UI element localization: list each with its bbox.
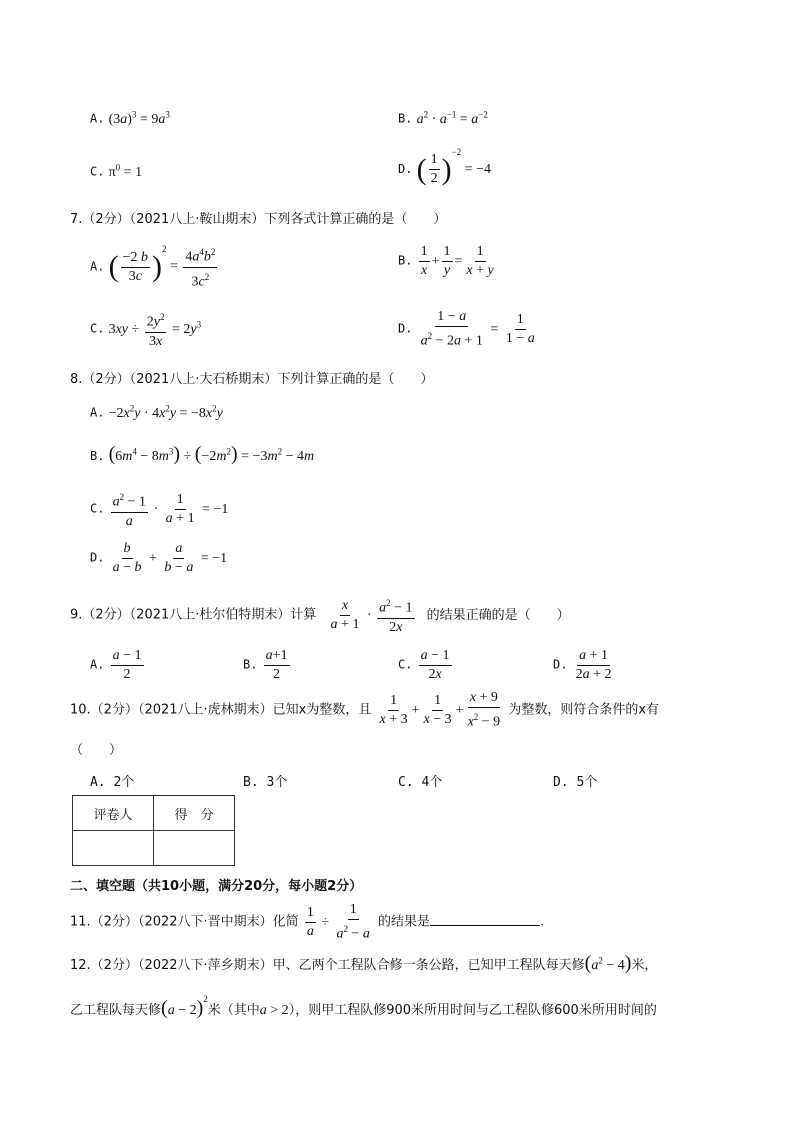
q7-option-b: B. $\frac{1}{x}$ + $\frac{1}{y}$ = $\frac{1}{x + y}$ — [398, 244, 494, 278]
q10-option-a: A. 2个 — [90, 775, 135, 790]
q9-option-a: A. $\frac{a - 1}{2}$ — [90, 648, 142, 682]
score-table-grader-cell[interactable] — [73, 831, 154, 866]
q6-option-b: B. $a^2 \cdot a^{-1} = a^{-2}$ — [398, 109, 488, 127]
q9-option-b: B. $\frac{a+1}{2}$ — [243, 648, 288, 682]
q10-stem-line2: （ ） — [70, 743, 123, 758]
section-title: 二、填空题（共10小题，满分20分，每小题2分） — [70, 879, 363, 894]
q7-option-a: A. ( $\frac{-2 b}{3c}$ )$^2$ = $\frac{4a^4b^2}{3c^2}$ — [90, 244, 216, 290]
score-table-score-cell[interactable] — [154, 831, 235, 866]
q11-answer-blank[interactable] — [430, 911, 540, 926]
q6-option-c: C. $\pi^0 = 1$ — [90, 162, 143, 180]
q11-stem: 11.（2分）（2022八下·晋中期末）化简 $\frac{1}{a}$ ÷ $\frac{1}{a^2 - a}$ 的结果是 . — [70, 902, 545, 942]
q7-stem: 7.（2分）（2021八上·鞍山期末）下列各式计算正确的是（ ） — [70, 212, 447, 227]
q8-stem: 8.（2分）（2021八上·大石桥期末）下列计算正确的是（ ） — [70, 372, 434, 387]
q7-option-c: C. 3xy ÷ $\frac{2y^2}{3x}$ = $2y^3$ — [90, 309, 201, 350]
q10-stem: 10.（2分）（2021八上·虎林期末）已知x为整数，且 $\frac{1}{x + 3}$ + $\frac{1}{x - 3}$ + $\frac{x + 9}{x^2 - 9}$ 为整数，则符合条件的x有 — [70, 690, 660, 730]
q9-option-d: D. $\frac{a + 1}{2a + 2}$ — [553, 648, 612, 682]
score-table-header-grader: 评卷人 — [73, 796, 154, 831]
q10-option-c: C. 4个 — [398, 775, 443, 790]
q10-option-d: D. 5个 — [553, 775, 598, 790]
q6-option-d: D. ( $\frac{1}{2}$ )$^{-2}$ = −4 — [398, 147, 491, 187]
q6-option-a: A. $(3a)^3 = 9a^3$ — [90, 109, 170, 127]
q8-option-c: C. $\frac{a^2 - 1}{a}$ · $\frac{1}{a + 1}$ = −1 — [90, 489, 228, 530]
q8-option-b: B. $(6m^4 - 8m^3) \div (-2m^2) = -3m^2 - 4m$ — [90, 443, 315, 465]
score-table — [72, 795, 235, 866]
q9-option-c: C. $\frac{a - 1}{2x}$ — [398, 648, 450, 682]
score-table-header-score: 得 分 — [154, 796, 235, 831]
q10-option-b: B. 3个 — [243, 775, 288, 790]
q12-line2: 乙工程队每天修$(a - 2)^2$米（其中a > 2），则甲工程队修900米所用时间与乙工程队修600米所用时间的 — [70, 994, 657, 1019]
q8-option-a: A. $-2x^2y \cdot 4x^2y = -8x^2y$ — [90, 403, 223, 421]
q9-stem: 9.（2分）（2021八上·杜尔伯特期末）计算 $\frac{x}{a + 1}$ · $\frac{a^2 - 1}{2x}$ 的结果正确的是（ ） — [70, 595, 570, 636]
q12-line1: 12.（2分）（2022八下·萍乡期末）甲、乙两个工程队合修一条公路，已知甲工程队每天修$(a^2 - 4)$米， — [70, 952, 658, 974]
q8-option-d: D. $\frac{b}{a - b}$ + $\frac{a}{b - a}$ = −1 — [90, 541, 228, 575]
q7-option-d: D. $\frac{1 - a}{a^2 - 2a + 1}$ = $\frac{1}{1 - a}$ — [398, 309, 535, 349]
